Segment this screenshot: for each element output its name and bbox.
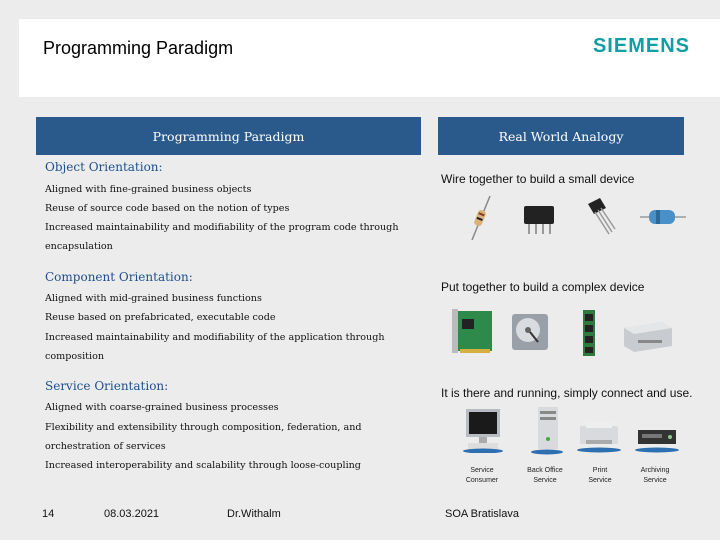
service-label-archiving: Archiving Service [640,467,670,484]
footer-page-number: 14 [42,508,55,520]
hard-drive-icon [508,310,552,354]
service-label-back-office: Back Office Service [527,467,563,484]
archive-storage-icon [634,424,680,454]
server-tower-icon [530,405,564,455]
section-heading-component: Component Orientation: [45,270,193,284]
service-label-print: Print Service [588,467,612,484]
section-line: Aligned with coarse-grained business processes [45,402,279,413]
memory-module-icon [578,308,600,358]
service-label-consumer: Service Consumer [465,467,499,484]
analogy-complex-device: Put together to build a complex device [441,280,645,294]
slide-title: Programming Paradigm [43,38,234,58]
section-line: Aligned with fine-grained business objects [45,184,252,195]
transistor-icon [584,196,618,236]
siemens-logo: SIEMENS [592,35,690,57]
analogy-connect-and-use: It is there and running, simply connect and use. [441,386,693,400]
column-header-paradigm: Programming Paradigm [36,117,421,155]
capacitor-icon [640,206,686,228]
section-line: Increased maintainability and modifiability of the program code through [45,222,399,233]
footer-author: Dr.Withalm [227,508,281,520]
section-line: Increased interoperability and scalability through loose-coupling [45,460,361,471]
column-header-analogy: Real World Analogy [438,117,684,155]
section-line: Aligned with mid-grained business functions [45,293,262,304]
optical-drive-icon [622,318,674,354]
section-line: encapsulation [45,241,113,252]
computer-monitor-icon [462,407,504,453]
section-line: composition [45,351,105,362]
footer-subject: SOA Bratislava [445,508,519,520]
section-line: Increased maintainability and modifiability of the application through [45,332,385,343]
header-bar [19,19,720,97]
ic-chip-icon [520,202,558,238]
network-card-icon [450,305,496,357]
section-heading-object: Object Orientation: [45,160,163,174]
analogy-small-device: Wire together to build a small device [441,172,635,186]
section-line: Reuse of source code based on the notion of types [45,203,290,214]
section-heading-service: Service Orientation: [45,379,169,393]
section-line: orchestration of services [45,441,166,452]
section-line: Reuse based on prefabricated, executable code [45,312,276,323]
printer-icon [576,418,622,454]
resistor-icon [468,194,494,242]
footer-date: 08.03.2021 [104,508,160,520]
section-line: Flexibility and extensibility through composition, federation, and [45,422,362,433]
